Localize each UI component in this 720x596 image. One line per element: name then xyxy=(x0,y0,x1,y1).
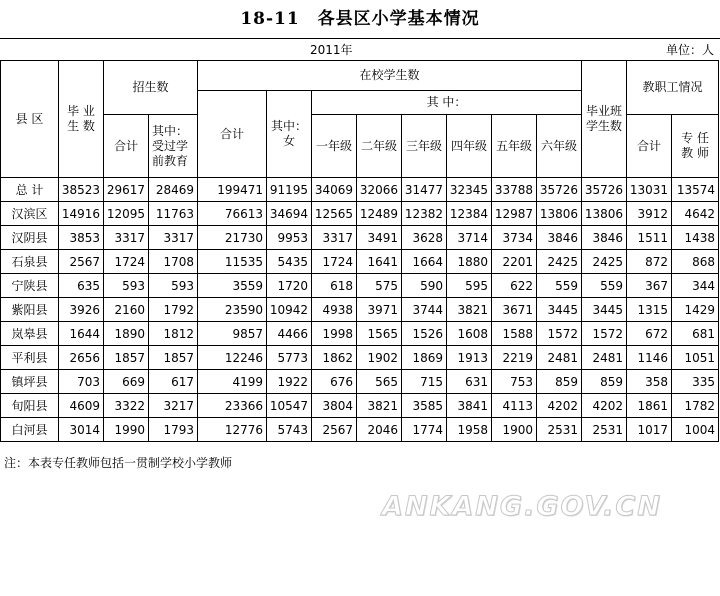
value-cell: 3217 xyxy=(149,394,198,418)
header-grade-2: 二年级 xyxy=(357,115,402,178)
table-row xyxy=(1,178,719,202)
value-cell: 595 xyxy=(447,274,492,298)
value-cell: 753 xyxy=(492,370,537,394)
value-cell: 3734 xyxy=(492,226,537,250)
value-cell: 5435 xyxy=(267,250,312,274)
value-cell: 12246 xyxy=(198,346,267,370)
value-cell: 33788 xyxy=(492,178,537,202)
value-cell: 10547 xyxy=(267,394,312,418)
value-cell: 1998 xyxy=(312,322,357,346)
header-graduates: 毕 业 生 数 xyxy=(59,61,104,178)
value-cell: 590 xyxy=(402,274,447,298)
table-row xyxy=(1,322,719,346)
value-cell: 1880 xyxy=(447,250,492,274)
value-cell: 3491 xyxy=(357,226,402,250)
value-cell: 2567 xyxy=(59,250,104,274)
header-grade-3: 三年级 xyxy=(402,115,447,178)
table-row xyxy=(1,226,719,250)
value-cell: 1922 xyxy=(267,370,312,394)
value-cell: 3317 xyxy=(104,226,149,250)
value-cell: 617 xyxy=(149,370,198,394)
value-cell: 11763 xyxy=(149,202,198,226)
value-cell: 34069 xyxy=(312,178,357,202)
value-cell: 13031 xyxy=(627,178,672,202)
value-cell: 3445 xyxy=(537,298,582,322)
value-cell: 2567 xyxy=(312,418,357,442)
county-name-cell: 石泉县 xyxy=(1,250,59,274)
header-enroll-preschool: 其中： 受过学 前教育 xyxy=(149,115,198,178)
value-cell: 565 xyxy=(357,370,402,394)
county-name-cell: 宁陕县 xyxy=(1,274,59,298)
value-cell: 1664 xyxy=(402,250,447,274)
value-cell: 344 xyxy=(672,274,719,298)
value-cell: 12987 xyxy=(492,202,537,226)
value-cell: 1869 xyxy=(402,346,447,370)
value-cell: 1315 xyxy=(627,298,672,322)
table-row xyxy=(1,346,719,370)
value-cell: 10942 xyxy=(267,298,312,322)
value-cell: 4199 xyxy=(198,370,267,394)
value-cell: 3628 xyxy=(402,226,447,250)
value-cell: 32066 xyxy=(357,178,402,202)
value-cell: 5743 xyxy=(267,418,312,442)
county-name-cell: 汉滨区 xyxy=(1,202,59,226)
value-cell: 1565 xyxy=(357,322,402,346)
value-cell: 1004 xyxy=(672,418,719,442)
value-cell: 29617 xyxy=(104,178,149,202)
value-cell: 358 xyxy=(627,370,672,394)
value-cell: 76613 xyxy=(198,202,267,226)
header-grade-6: 六年级 xyxy=(537,115,582,178)
table-row xyxy=(1,250,719,274)
value-cell: 1857 xyxy=(149,346,198,370)
value-cell: 1774 xyxy=(402,418,447,442)
value-cell: 593 xyxy=(104,274,149,298)
watermark: ANKANG.GOV.CN xyxy=(382,491,662,522)
value-cell: 9953 xyxy=(267,226,312,250)
value-cell: 367 xyxy=(627,274,672,298)
header-fulltime-teachers: 专 任 教 师 xyxy=(672,115,719,178)
value-cell: 1902 xyxy=(357,346,402,370)
value-cell: 3804 xyxy=(312,394,357,418)
value-cell: 2201 xyxy=(492,250,537,274)
value-cell: 672 xyxy=(627,322,672,346)
table-row xyxy=(1,394,719,418)
value-cell: 1641 xyxy=(357,250,402,274)
value-cell: 23366 xyxy=(198,394,267,418)
value-cell: 859 xyxy=(537,370,582,394)
value-cell: 3926 xyxy=(59,298,104,322)
county-name-cell: 镇坪县 xyxy=(1,370,59,394)
value-cell: 2219 xyxy=(492,346,537,370)
header-students-total: 合计 xyxy=(198,91,267,178)
value-cell: 4938 xyxy=(312,298,357,322)
value-cell: 1890 xyxy=(104,322,149,346)
value-cell: 32345 xyxy=(447,178,492,202)
value-cell: 635 xyxy=(59,274,104,298)
value-cell: 28469 xyxy=(149,178,198,202)
header-county: 县 区 xyxy=(1,61,59,178)
value-cell: 3821 xyxy=(447,298,492,322)
value-cell: 199471 xyxy=(198,178,267,202)
value-cell: 1051 xyxy=(672,346,719,370)
county-name-cell: 汉阴县 xyxy=(1,226,59,250)
county-name-cell: 紫阳县 xyxy=(1,298,59,322)
value-cell: 2531 xyxy=(582,418,627,442)
value-cell: 3559 xyxy=(198,274,267,298)
value-cell: 1017 xyxy=(627,418,672,442)
value-cell: 21730 xyxy=(198,226,267,250)
title-divider xyxy=(0,38,720,39)
unit-label: 单位：人 xyxy=(665,43,714,57)
header-grad-class: 毕业班 学生数 xyxy=(582,61,627,178)
value-cell: 703 xyxy=(59,370,104,394)
value-cell: 3317 xyxy=(149,226,198,250)
value-cell: 3971 xyxy=(357,298,402,322)
value-cell: 12489 xyxy=(357,202,402,226)
value-cell: 2656 xyxy=(59,346,104,370)
header-grade-1: 一年级 xyxy=(312,115,357,178)
value-cell: 1438 xyxy=(672,226,719,250)
value-cell: 1862 xyxy=(312,346,357,370)
value-cell: 676 xyxy=(312,370,357,394)
value-cell: 1724 xyxy=(104,250,149,274)
value-cell: 1900 xyxy=(492,418,537,442)
header-female: 其中： 女 xyxy=(267,91,312,178)
value-cell: 4466 xyxy=(267,322,312,346)
value-cell: 4113 xyxy=(492,394,537,418)
value-cell: 868 xyxy=(672,250,719,274)
value-cell: 3744 xyxy=(402,298,447,322)
header-enroll-total: 合计 xyxy=(104,115,149,178)
value-cell: 681 xyxy=(672,322,719,346)
value-cell: 2531 xyxy=(537,418,582,442)
value-cell: 872 xyxy=(627,250,672,274)
value-cell: 2481 xyxy=(537,346,582,370)
header-grade-4: 四年级 xyxy=(447,115,492,178)
value-cell: 9857 xyxy=(198,322,267,346)
value-cell: 13574 xyxy=(672,178,719,202)
value-cell: 1990 xyxy=(104,418,149,442)
value-cell: 35726 xyxy=(537,178,582,202)
value-cell: 3317 xyxy=(312,226,357,250)
value-cell: 3821 xyxy=(357,394,402,418)
header-staff: 教职工情况 xyxy=(627,61,719,115)
header-of-which: 其 中： xyxy=(312,91,582,115)
value-cell: 3671 xyxy=(492,298,537,322)
value-cell: 12382 xyxy=(402,202,447,226)
table-row xyxy=(1,418,719,442)
county-name-cell: 平利县 xyxy=(1,346,59,370)
year-label: 2011年 xyxy=(310,43,353,57)
statistics-table xyxy=(0,60,719,442)
value-cell: 31477 xyxy=(402,178,447,202)
value-cell: 622 xyxy=(492,274,537,298)
value-cell: 3841 xyxy=(447,394,492,418)
value-cell: 1793 xyxy=(149,418,198,442)
value-cell: 1588 xyxy=(492,322,537,346)
value-cell: 1958 xyxy=(447,418,492,442)
value-cell: 5773 xyxy=(267,346,312,370)
value-cell: 575 xyxy=(357,274,402,298)
value-cell: 12095 xyxy=(104,202,149,226)
value-cell: 91195 xyxy=(267,178,312,202)
header-students: 在校学生数 xyxy=(198,61,582,91)
county-name-cell: 总 计 xyxy=(1,178,59,202)
value-cell: 1861 xyxy=(627,394,672,418)
value-cell: 1146 xyxy=(627,346,672,370)
value-cell: 1572 xyxy=(582,322,627,346)
value-cell: 4202 xyxy=(582,394,627,418)
value-cell: 12384 xyxy=(447,202,492,226)
value-cell: 35726 xyxy=(582,178,627,202)
value-cell: 1644 xyxy=(59,322,104,346)
value-cell: 12776 xyxy=(198,418,267,442)
value-cell: 11535 xyxy=(198,250,267,274)
value-cell: 4202 xyxy=(537,394,582,418)
table-row xyxy=(1,298,719,322)
value-cell: 12565 xyxy=(312,202,357,226)
value-cell: 618 xyxy=(312,274,357,298)
value-cell: 14916 xyxy=(59,202,104,226)
value-cell: 3714 xyxy=(447,226,492,250)
value-cell: 2481 xyxy=(582,346,627,370)
value-cell: 1857 xyxy=(104,346,149,370)
value-cell: 3846 xyxy=(537,226,582,250)
value-cell: 1720 xyxy=(267,274,312,298)
value-cell: 3445 xyxy=(582,298,627,322)
table-row xyxy=(1,202,719,226)
county-name-cell: 旬阳县 xyxy=(1,394,59,418)
value-cell: 1812 xyxy=(149,322,198,346)
value-cell: 859 xyxy=(582,370,627,394)
value-cell: 1608 xyxy=(447,322,492,346)
value-cell: 4642 xyxy=(672,202,719,226)
value-cell: 13806 xyxy=(582,202,627,226)
value-cell: 593 xyxy=(149,274,198,298)
value-cell: 715 xyxy=(402,370,447,394)
value-cell: 1572 xyxy=(537,322,582,346)
value-cell: 3585 xyxy=(402,394,447,418)
value-cell: 1511 xyxy=(627,226,672,250)
value-cell: 1429 xyxy=(672,298,719,322)
county-name-cell: 白河县 xyxy=(1,418,59,442)
value-cell: 669 xyxy=(104,370,149,394)
table-note: 注：本表专任教师包括一贯制学校小学教师 xyxy=(4,456,233,470)
value-cell: 1792 xyxy=(149,298,198,322)
value-cell: 13806 xyxy=(537,202,582,226)
value-cell: 559 xyxy=(582,274,627,298)
value-cell: 3846 xyxy=(582,226,627,250)
value-cell: 2046 xyxy=(357,418,402,442)
county-name-cell: 岚皋县 xyxy=(1,322,59,346)
value-cell: 3912 xyxy=(627,202,672,226)
value-cell: 1913 xyxy=(447,346,492,370)
value-cell: 2425 xyxy=(582,250,627,274)
value-cell: 1724 xyxy=(312,250,357,274)
value-cell: 3322 xyxy=(104,394,149,418)
value-cell: 2160 xyxy=(104,298,149,322)
page-title: 18-11 各县区小学基本情况 xyxy=(240,9,480,29)
value-cell: 3853 xyxy=(59,226,104,250)
value-cell: 34694 xyxy=(267,202,312,226)
value-cell: 1782 xyxy=(672,394,719,418)
table-row xyxy=(1,274,719,298)
value-cell: 1526 xyxy=(402,322,447,346)
table-row xyxy=(1,370,719,394)
header-grade-5: 五年级 xyxy=(492,115,537,178)
value-cell: 335 xyxy=(672,370,719,394)
value-cell: 3014 xyxy=(59,418,104,442)
header-staff-total: 合计 xyxy=(627,115,672,178)
value-cell: 4609 xyxy=(59,394,104,418)
header-enroll: 招生数 xyxy=(104,61,198,115)
value-cell: 631 xyxy=(447,370,492,394)
value-cell: 23590 xyxy=(198,298,267,322)
value-cell: 1708 xyxy=(149,250,198,274)
value-cell: 559 xyxy=(537,274,582,298)
value-cell: 2425 xyxy=(537,250,582,274)
value-cell: 38523 xyxy=(59,178,104,202)
